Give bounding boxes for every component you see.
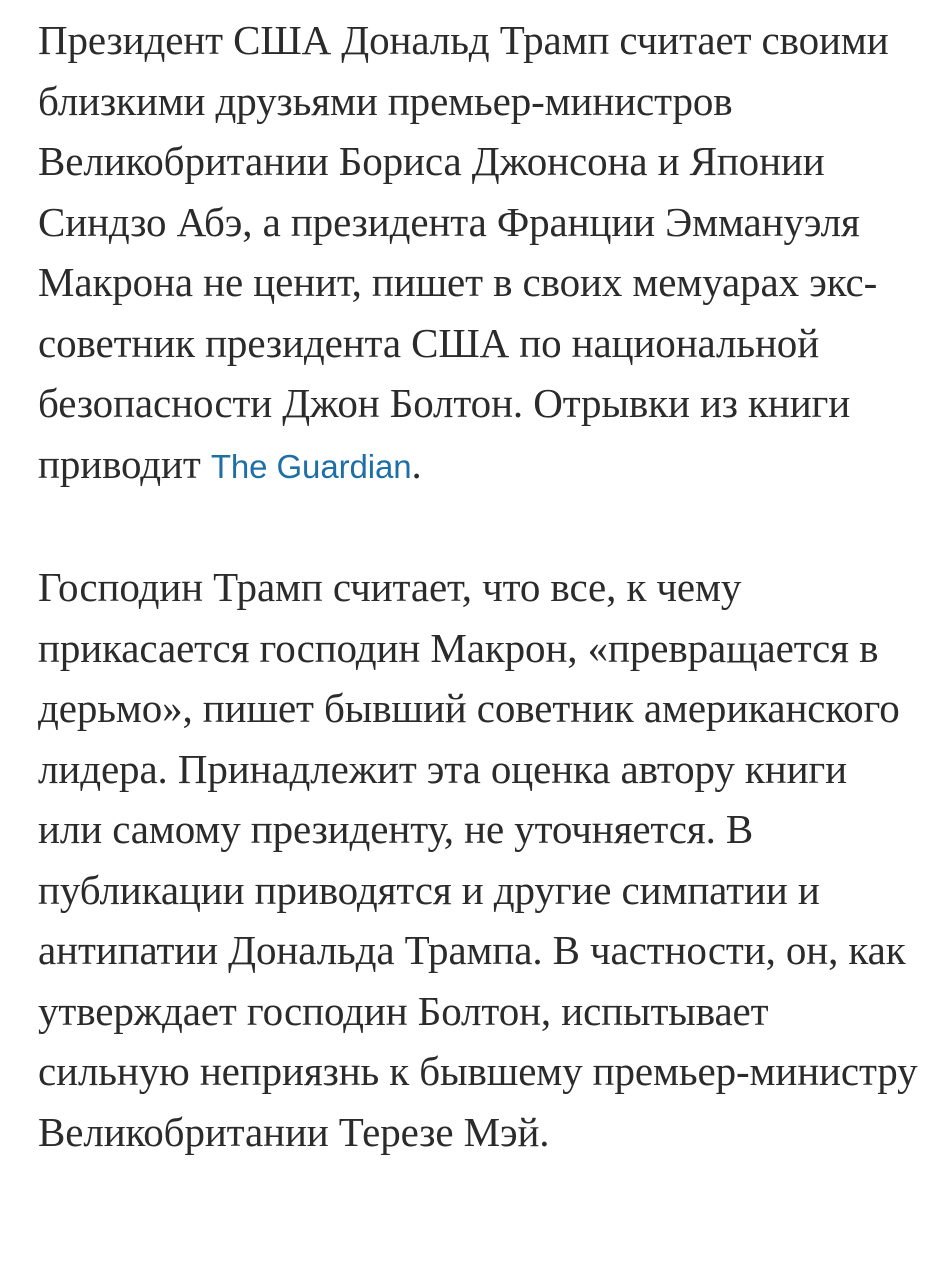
the-guardian-link[interactable]: The Guardian [210, 447, 412, 485]
paragraph-1 [38, 10, 920, 497]
paragraph-2: Господин Трамп считает, что все, к чему прикасается господин Макрон, «превращается в дерьмо», пишет бывший советник американского лидера. Принадлежит эта оценка автору книги или самому президенту, не уточняется. В публикации приводятся и другие симпатии и антипатии Дональда Трампа. В частности, он, как утверждает господин Болтон, испытывает сильную неприязнь к бывшему премьер-министру Великобритании Терезе Мэй. [38, 564, 918, 1155]
paragraph-1-text: Президент США Дональд Трамп считает своими близкими друзьями премьер-министров Великобритании Бориса Джонсона и Японии Синдзо Абэ, а президента Франции Эммануэля Макрона не ценит, пишет в своих мемуарах экс-советник президента США по национальной безопасности Джон Болтон. Отрывки из книги приводит [38, 17, 889, 487]
paragraph-1-end-punctuation: . [411, 440, 422, 487]
